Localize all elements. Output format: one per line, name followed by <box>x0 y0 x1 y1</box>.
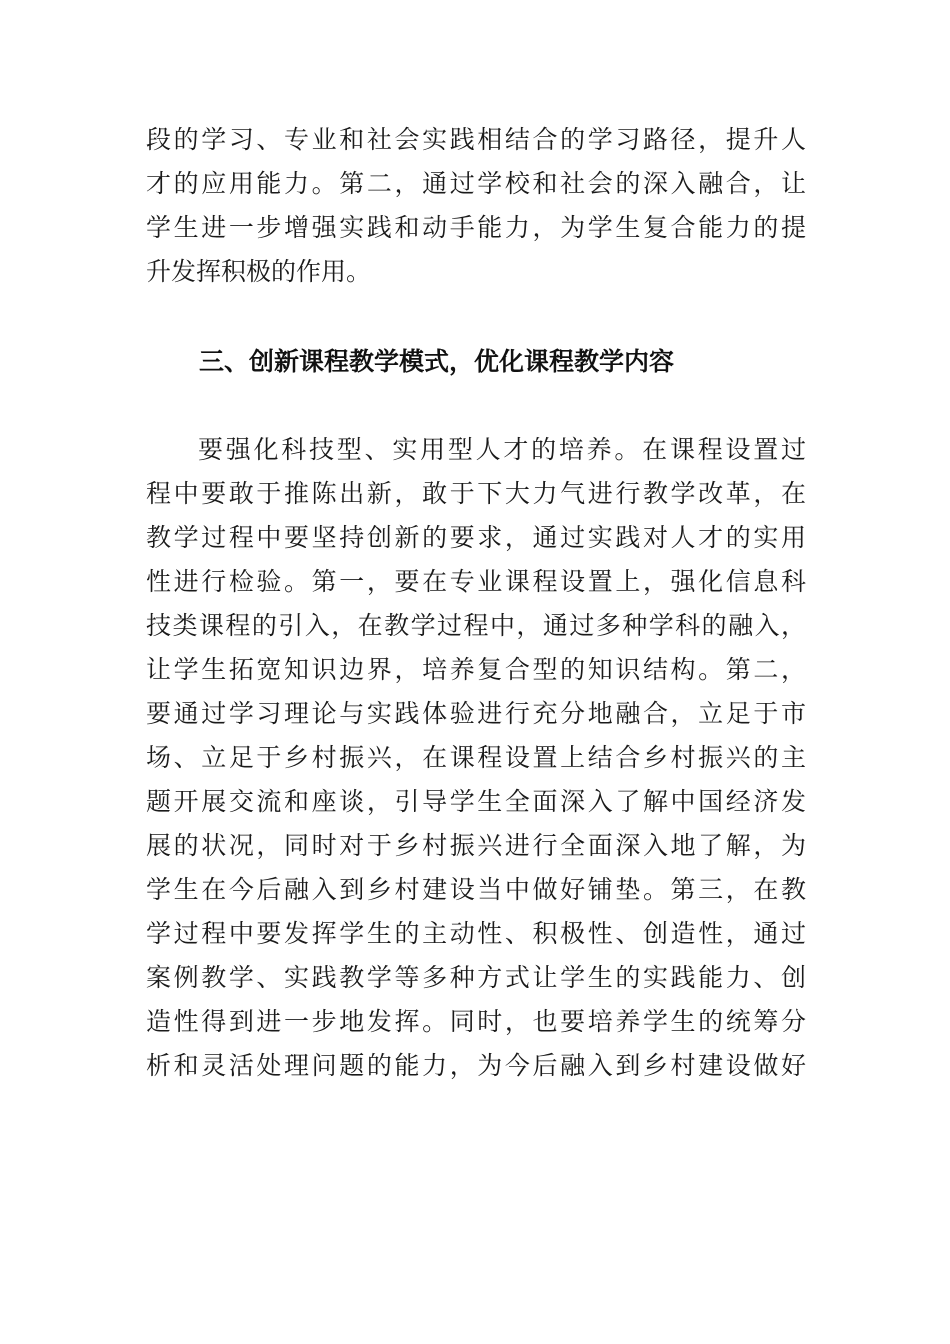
paragraph-line: 让学生拓宽知识边界，培养复合型的知识结构。第二， <box>146 655 806 684</box>
paragraph-line: 造性得到进一步地发挥。同时，也要培养学生的统筹分 <box>146 1007 806 1036</box>
paragraph-line: 升发挥积极的作用。 <box>146 257 372 286</box>
paragraph-line: 教学过程中要坚持创新的要求，通过实践对人才的实用 <box>146 523 806 552</box>
paragraph-line: 要通过学习理论与实践体验进行充分地融合，立足于市 <box>146 699 806 728</box>
paragraph-line: 段的学习、专业和社会实践相结合的学习路径，提升人 <box>146 125 806 154</box>
paragraph-line: 场、立足于乡村振兴，在课程设置上结合乡村振兴的主 <box>146 743 806 772</box>
paragraph-line: 技类课程的引入，在教学过程中，通过多种学科的融入， <box>146 611 806 640</box>
paragraph-line: 学生在今后融入到乡村建设当中做好铺垫。第三，在教 <box>146 875 806 904</box>
paragraph-line: 学过程中要发挥学生的主动性、积极性、创造性，通过 <box>146 919 806 948</box>
paragraph-line: 学生进一步增强实践和动手能力，为学生复合能力的提 <box>146 213 806 242</box>
paragraph-line: 案例教学、实践教学等多种方式让学生的实践能力、创 <box>146 963 806 992</box>
paragraph-line: 才的应用能力。第二，通过学校和社会的深入融合，让 <box>146 169 806 198</box>
paragraph-line: 展的状况，同时对于乡村振兴进行全面深入地了解，为 <box>146 831 806 860</box>
paragraph-line: 程中要敢于推陈出新，敢于下大力气进行教学改革，在 <box>146 479 806 508</box>
section-heading: 三、创新课程教学模式，优化课程教学内容 <box>199 347 675 376</box>
paragraph-line: 析和灵活处理问题的能力，为今后融入到乡村建设做好 <box>146 1051 806 1080</box>
paragraph-line: 题开展交流和座谈，引导学生全面深入了解中国经济发 <box>146 787 806 816</box>
paragraph-line: 要强化科技型、实用型人才的培养。在课程设置过 <box>198 435 806 464</box>
paragraph-line: 性进行检验。第一，要在专业课程设置上，强化信息科 <box>146 567 806 596</box>
